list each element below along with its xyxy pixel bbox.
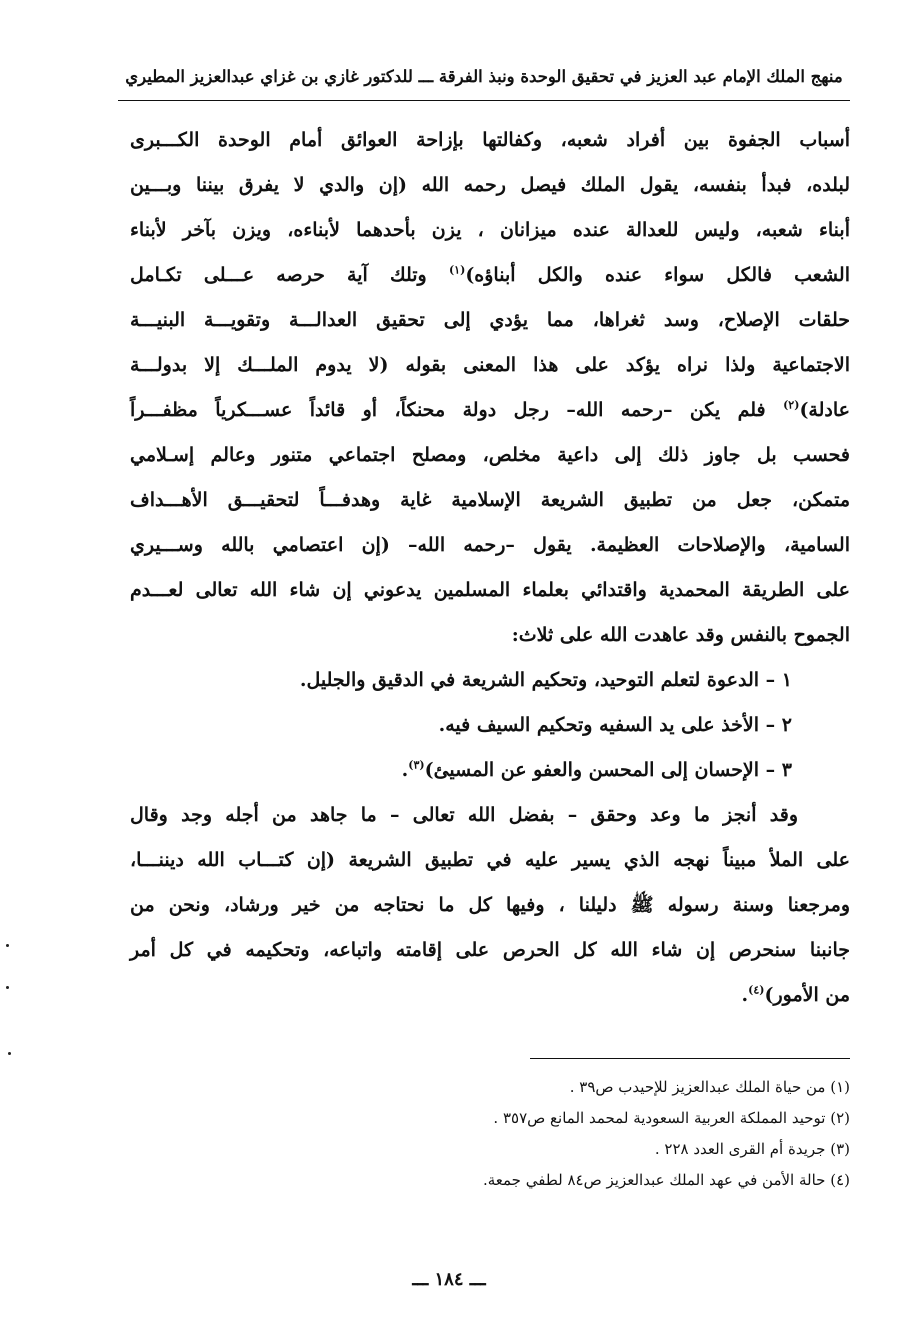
body-segment: من الأمور) xyxy=(764,984,850,1006)
body-segment: ٣ – الإحسان إلى المحسن والعفو عن المسيئ) xyxy=(424,759,792,781)
footnote-rule xyxy=(530,1058,850,1059)
scan-speck xyxy=(8,1052,11,1055)
body-line xyxy=(130,253,850,298)
body-line: الجموح بالنفس وقد عاهدت الله على ثلاث: xyxy=(511,624,850,646)
body-line: متمكن، جعل من تطبيق الشريعة الإسلامية غاية وهدفـــاً لتحقيـــق الأهـــداف xyxy=(130,489,850,511)
body-line xyxy=(130,388,850,433)
header-rule xyxy=(118,100,850,101)
body-text xyxy=(130,118,850,1018)
body-line xyxy=(130,973,850,1018)
body-line: الاجتماعية ولذا نراه يؤكد على هذا المعنى بقوله (لا يدوم الملـــك إلا بدولـــة xyxy=(130,354,850,376)
body-segment: وتلك آية حرصه عـــلى تكـامل xyxy=(130,264,427,286)
body-line: جانبنا سنحرص إن شاء الله كل الحرص على إقامته واتباعه، وتحكيمه في كل أمر xyxy=(130,939,850,961)
body-line: حلقات الإصلاح، وسد ثغراها، مما يؤدي إلى تحقيق العدالـــة وتقويـــة البنيـــة xyxy=(130,309,850,331)
body-line: أبناء شعبه، وليس للعدالة عنده ميزانان ، يزن بأحدهما لأبناءه، ويزن بآخر لأبناء xyxy=(130,219,850,241)
footnote: (٣) جريدة أم القرى العدد ٢٢٨ . xyxy=(654,1140,850,1158)
body-line: على الطريقة المحمدية واقتدائي بعلماء المسلمين يدعوني إن شاء الله تعالى لعـــدم xyxy=(130,579,850,601)
list-item: ١ – الدعوة لتعلم التوحيد، وتحكيم الشريعة في الدقيق والجليل. xyxy=(299,669,792,691)
footnotes xyxy=(300,1072,850,1196)
body-segment: فلم يكن –رحمه الله– رجل دولة محنكاً، أو قائداً عســـكرياً مظفـــراً xyxy=(130,399,766,421)
running-header: منهج الملك الإمام عبد العزيز في تحقيق الوحدة ونبذ الفرقة ـــ للدكتور غازي بن غزاي عبدالعزيز المطيري xyxy=(125,67,843,86)
scan-speck xyxy=(6,944,9,947)
body-segment: . xyxy=(741,984,749,1006)
footnote: (١) من حياة الملك عبدالعزيز للإحيدب ص٣٩ . xyxy=(569,1078,850,1096)
body-line: وقد أنجز ما وعد وحقق – بفضل الله تعالى – ما جاهد من أجله وجد وقال xyxy=(130,804,798,826)
body-line: فحسب بل جاوز ذلك إلى داعية مخلص، ومصلح اجتماعي متنور وعالم إسـلامي xyxy=(130,444,850,466)
body-segment: عادلة) xyxy=(799,399,850,421)
footnote-ref-3: (٣) xyxy=(408,758,425,772)
list-item xyxy=(130,748,850,793)
body-segment: الشعب فالكل سواء عنده والكل أبناؤه) xyxy=(465,264,850,286)
scan-speck xyxy=(6,986,9,989)
body-line: على الملأ مبيناً نهجه الذي يسير عليه في تطبيق الشريعة (إن كتـــاب الله ديننـــا، xyxy=(130,849,850,871)
footnote: (٢) توحيد المملكة العربية السعودية لمحمد المانع ص٣٥٧ . xyxy=(493,1109,850,1127)
footnote-ref-4: (٤) xyxy=(748,983,765,997)
footnote-ref-2: (٢) xyxy=(783,398,800,412)
body-line: لبلده، فبدأ بنفسه، يقول الملك فيصل رحمه الله (إن والدي لا يفرق بيننا وبـــين xyxy=(130,174,850,196)
footnote: (٤) حالة الأمن في عهد الملك عبدالعزيز ص٨٤ لطفي جمعة. xyxy=(482,1171,850,1189)
list-item: ٢ – الأخذ على يد السفيه وتحكيم السيف فيه. xyxy=(438,714,792,736)
page-number: ـــ ١٨٤ ـــ xyxy=(412,1269,486,1290)
body-line: ومرجعنا وسنة رسوله ﷺ دليلنا ، وفيها كل ما نحتاجه من خير ورشاد، ونحن من xyxy=(130,894,850,916)
body-segment: . xyxy=(401,759,409,781)
body-line: أسباب الجفوة بين أفراد شعبه، وكفالتها بإزاحة العوائق أمام الوحدة الكـــبرى xyxy=(130,129,850,151)
footnote-ref-1: (١) xyxy=(448,263,466,277)
body-line: السامية، والإصلاحات العظيمة. يقول –رحمه الله– (إن اعتصامي بالله وســـيري xyxy=(130,534,850,556)
